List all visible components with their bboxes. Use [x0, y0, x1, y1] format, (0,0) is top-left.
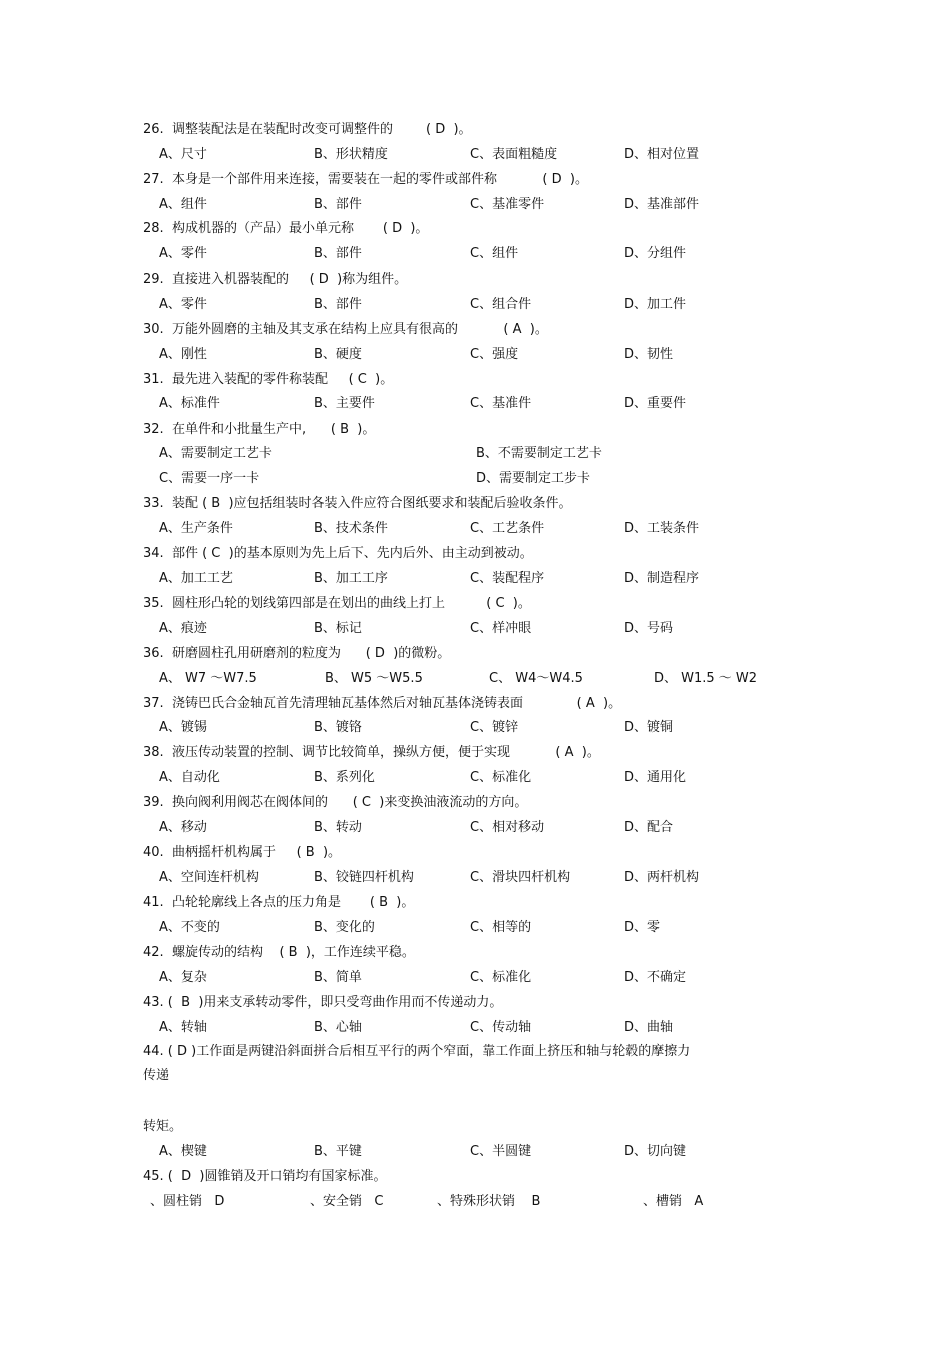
- question-34-option-b: B、加工工序: [314, 571, 388, 586]
- question-40-option-d: D、两杆机构: [624, 870, 700, 885]
- question-45-stem: 45. ( D )圆锥销及开口销均有国家标准。: [143, 1169, 387, 1184]
- question-35-stem: 35. 圆柱形凸轮的划线第四部是在划出的曲线上打上 ( C )。: [143, 596, 531, 611]
- question-43-stem: 43. ( B )用来支承转动零件，即只受弯曲作用而不传递动力。: [143, 995, 503, 1010]
- question-32-option-d: D、需要制定工步卡: [476, 471, 591, 486]
- question-28-option-a: A、零件: [159, 246, 207, 261]
- question-44-stem: 44. ( D )工作面是两键沿斜面拼合后相互平行的两个窄面，靠工作面上挤压和轴与轮毂的摩擦力: [143, 1044, 691, 1059]
- question-33-option-d: D、工装条件: [624, 521, 700, 536]
- question-43-option-a: A、转轴: [159, 1020, 207, 1035]
- question-35-option-d: D、号码: [624, 621, 674, 636]
- question-27-stem: 27. 本身是一个部件用来连接，需要装在一起的零件或部件称 ( D )。: [143, 172, 588, 187]
- question-36-stem: 36. 研磨圆柱孔用研磨剂的粒度为 ( D )的微粉。: [143, 646, 451, 661]
- question-31-option-d: D、重要件: [624, 396, 687, 411]
- question-32-stem: 32. 在单件和小批量生产中, ( B )。: [143, 422, 376, 437]
- question-30-option-c: C、强度: [470, 347, 519, 362]
- question-36-option-a: A、 W7 ～W7.5: [159, 671, 257, 686]
- question-26-option-d: D、相对位置: [624, 147, 700, 162]
- question-37-option-c: C、镀锌: [470, 720, 519, 735]
- question-35-option-b: B、标记: [314, 621, 362, 636]
- question-34-option-d: D、制造程序: [624, 571, 700, 586]
- question-28-stem: 28. 构成机器的（产品）最小单元称 ( D )。: [143, 221, 429, 236]
- question-40-option-b: B、铰链四杆机构: [314, 870, 414, 885]
- question-45-option-d: 、槽销 A: [643, 1194, 704, 1209]
- question-26-option-a: A、尺寸: [159, 147, 207, 162]
- question-26-option-b: B、形状精度: [314, 147, 388, 162]
- question-38-option-c: C、标准化: [470, 770, 532, 785]
- question-31-option-a: A、标准件: [159, 396, 220, 411]
- question-29-stem: 29. 直接进入机器装配的 ( D )称为组件。: [143, 272, 408, 287]
- question-39-option-d: D、配合: [624, 820, 674, 835]
- question-39-stem: 39. 换向阀利用阀芯在阀体间的 ( C )来变换油液流动的方向。: [143, 795, 528, 810]
- question-40-stem: 40. 曲柄摇杆机构属于 ( B )。: [143, 845, 342, 860]
- question-43-option-c: C、传动轴: [470, 1020, 532, 1035]
- question-31-option-b: B、主要件: [314, 396, 375, 411]
- question-45-option-b: 、安全销 C: [310, 1194, 384, 1209]
- question-41-option-a: A、不变的: [159, 920, 220, 935]
- question-37-option-d: D、镀铜: [624, 720, 674, 735]
- question-29-option-b: B、部件: [314, 297, 362, 312]
- question-44-option-b: B、平键: [314, 1144, 362, 1159]
- question-31-option-c: C、基准件: [470, 396, 532, 411]
- question-27-option-a: A、组件: [159, 197, 207, 212]
- question-44-option-a: A、楔键: [159, 1144, 207, 1159]
- question-44-stem-continued-2: 转矩。: [143, 1119, 183, 1134]
- question-35-option-c: C、样冲眼: [470, 621, 532, 636]
- question-41-option-d: D、零: [624, 920, 661, 935]
- question-40-option-c: C、滑块四杆机构: [470, 870, 571, 885]
- question-31-stem: 31. 最先进入装配的零件称装配 ( C )。: [143, 372, 394, 387]
- question-26-option-c: C、表面粗糙度: [470, 147, 558, 162]
- question-29-option-c: C、组合件: [470, 297, 532, 312]
- question-39-option-b: B、转动: [314, 820, 362, 835]
- question-34-option-a: A、加工工艺: [159, 571, 233, 586]
- question-36-option-b: B、 W5 ～W5.5: [325, 671, 423, 686]
- question-43-option-d: D、曲轴: [624, 1020, 674, 1035]
- question-27-option-d: D、基准部件: [624, 197, 700, 212]
- question-36-option-d: D、 W1.5 ～ W2: [654, 671, 758, 686]
- question-39-option-c: C、相对移动: [470, 820, 545, 835]
- question-44-option-c: C、半圆键: [470, 1144, 532, 1159]
- question-42-option-c: C、标准化: [470, 970, 532, 985]
- question-38-option-d: D、通用化: [624, 770, 687, 785]
- question-26-stem: 26. 调整装配法是在装配时改变可调整件的 ( D )。: [143, 122, 472, 137]
- question-33-stem: 33. 装配 ( B )应包括组装时各装入件应符合图纸要求和装配后验收条件。: [143, 496, 572, 511]
- question-39-option-a: A、移动: [159, 820, 207, 835]
- question-42-stem: 42. 螺旋传动的结构 ( B )，工作连续平稳。: [143, 945, 415, 960]
- question-28-option-b: B、部件: [314, 246, 362, 261]
- question-28-option-d: D、分组件: [624, 246, 687, 261]
- question-37-stem: 37. 浇铸巴氏合金轴瓦首先清理轴瓦基体然后对轴瓦基体浇铸表面 ( A )。: [143, 696, 622, 711]
- question-38-option-b: B、系列化: [314, 770, 375, 785]
- question-32-option-a: A、需要制定工艺卡: [159, 446, 272, 461]
- question-34-option-c: C、装配程序: [470, 571, 545, 586]
- question-30-option-d: D、韧性: [624, 347, 674, 362]
- question-30-stem: 30. 万能外圆磨的主轴及其支承在结构上应具有很高的 ( A )。: [143, 322, 548, 337]
- question-34-stem: 34. 部件 ( C )的基本原则为先上后下、先内后外、由主动到被动。: [143, 546, 533, 561]
- question-28-option-c: C、组件: [470, 246, 519, 261]
- question-41-option-c: C、相等的: [470, 920, 532, 935]
- question-32-option-c: C、需要一序一卡: [159, 471, 260, 486]
- question-42-option-d: D、不确定: [624, 970, 687, 985]
- question-37-option-a: A、镀锡: [159, 720, 207, 735]
- question-41-stem: 41. 凸轮轮廓线上各点的压力角是 ( B )。: [143, 895, 415, 910]
- question-45-option-a: 、圆柱销 D: [150, 1194, 225, 1209]
- question-38-stem: 38. 液压传动装置的控制、调节比较简单，操纵方便，便于实现 ( A )。: [143, 745, 600, 760]
- question-32-option-b: B、不需要制定工艺卡: [476, 446, 602, 461]
- question-42-option-b: B、简单: [314, 970, 362, 985]
- question-33-option-c: C、工艺条件: [470, 521, 545, 536]
- question-33-option-a: A、生产条件: [159, 521, 233, 536]
- question-38-option-a: A、自动化: [159, 770, 220, 785]
- question-37-option-b: B、镀铬: [314, 720, 362, 735]
- question-43-option-b: B、心轴: [314, 1020, 362, 1035]
- question-27-option-c: C、基准零件: [470, 197, 545, 212]
- question-44-stem-continued: 传递: [143, 1068, 170, 1083]
- question-30-option-b: B、硬度: [314, 347, 362, 362]
- question-42-option-a: A、复杂: [159, 970, 207, 985]
- question-45-option-c: 、特殊形状销 B: [437, 1194, 541, 1209]
- question-27-option-b: B、部件: [314, 197, 362, 212]
- question-33-option-b: B、技术条件: [314, 521, 388, 536]
- question-36-option-c: C、 W4～W4.5: [489, 671, 583, 686]
- question-41-option-b: B、变化的: [314, 920, 375, 935]
- question-35-option-a: A、痕迹: [159, 621, 207, 636]
- question-40-option-a: A、空间连杆机构: [159, 870, 259, 885]
- question-30-option-a: A、刚性: [159, 347, 207, 362]
- question-29-option-a: A、零件: [159, 297, 207, 312]
- question-29-option-d: D、加工件: [624, 297, 687, 312]
- question-44-option-d: D、切向键: [624, 1144, 687, 1159]
